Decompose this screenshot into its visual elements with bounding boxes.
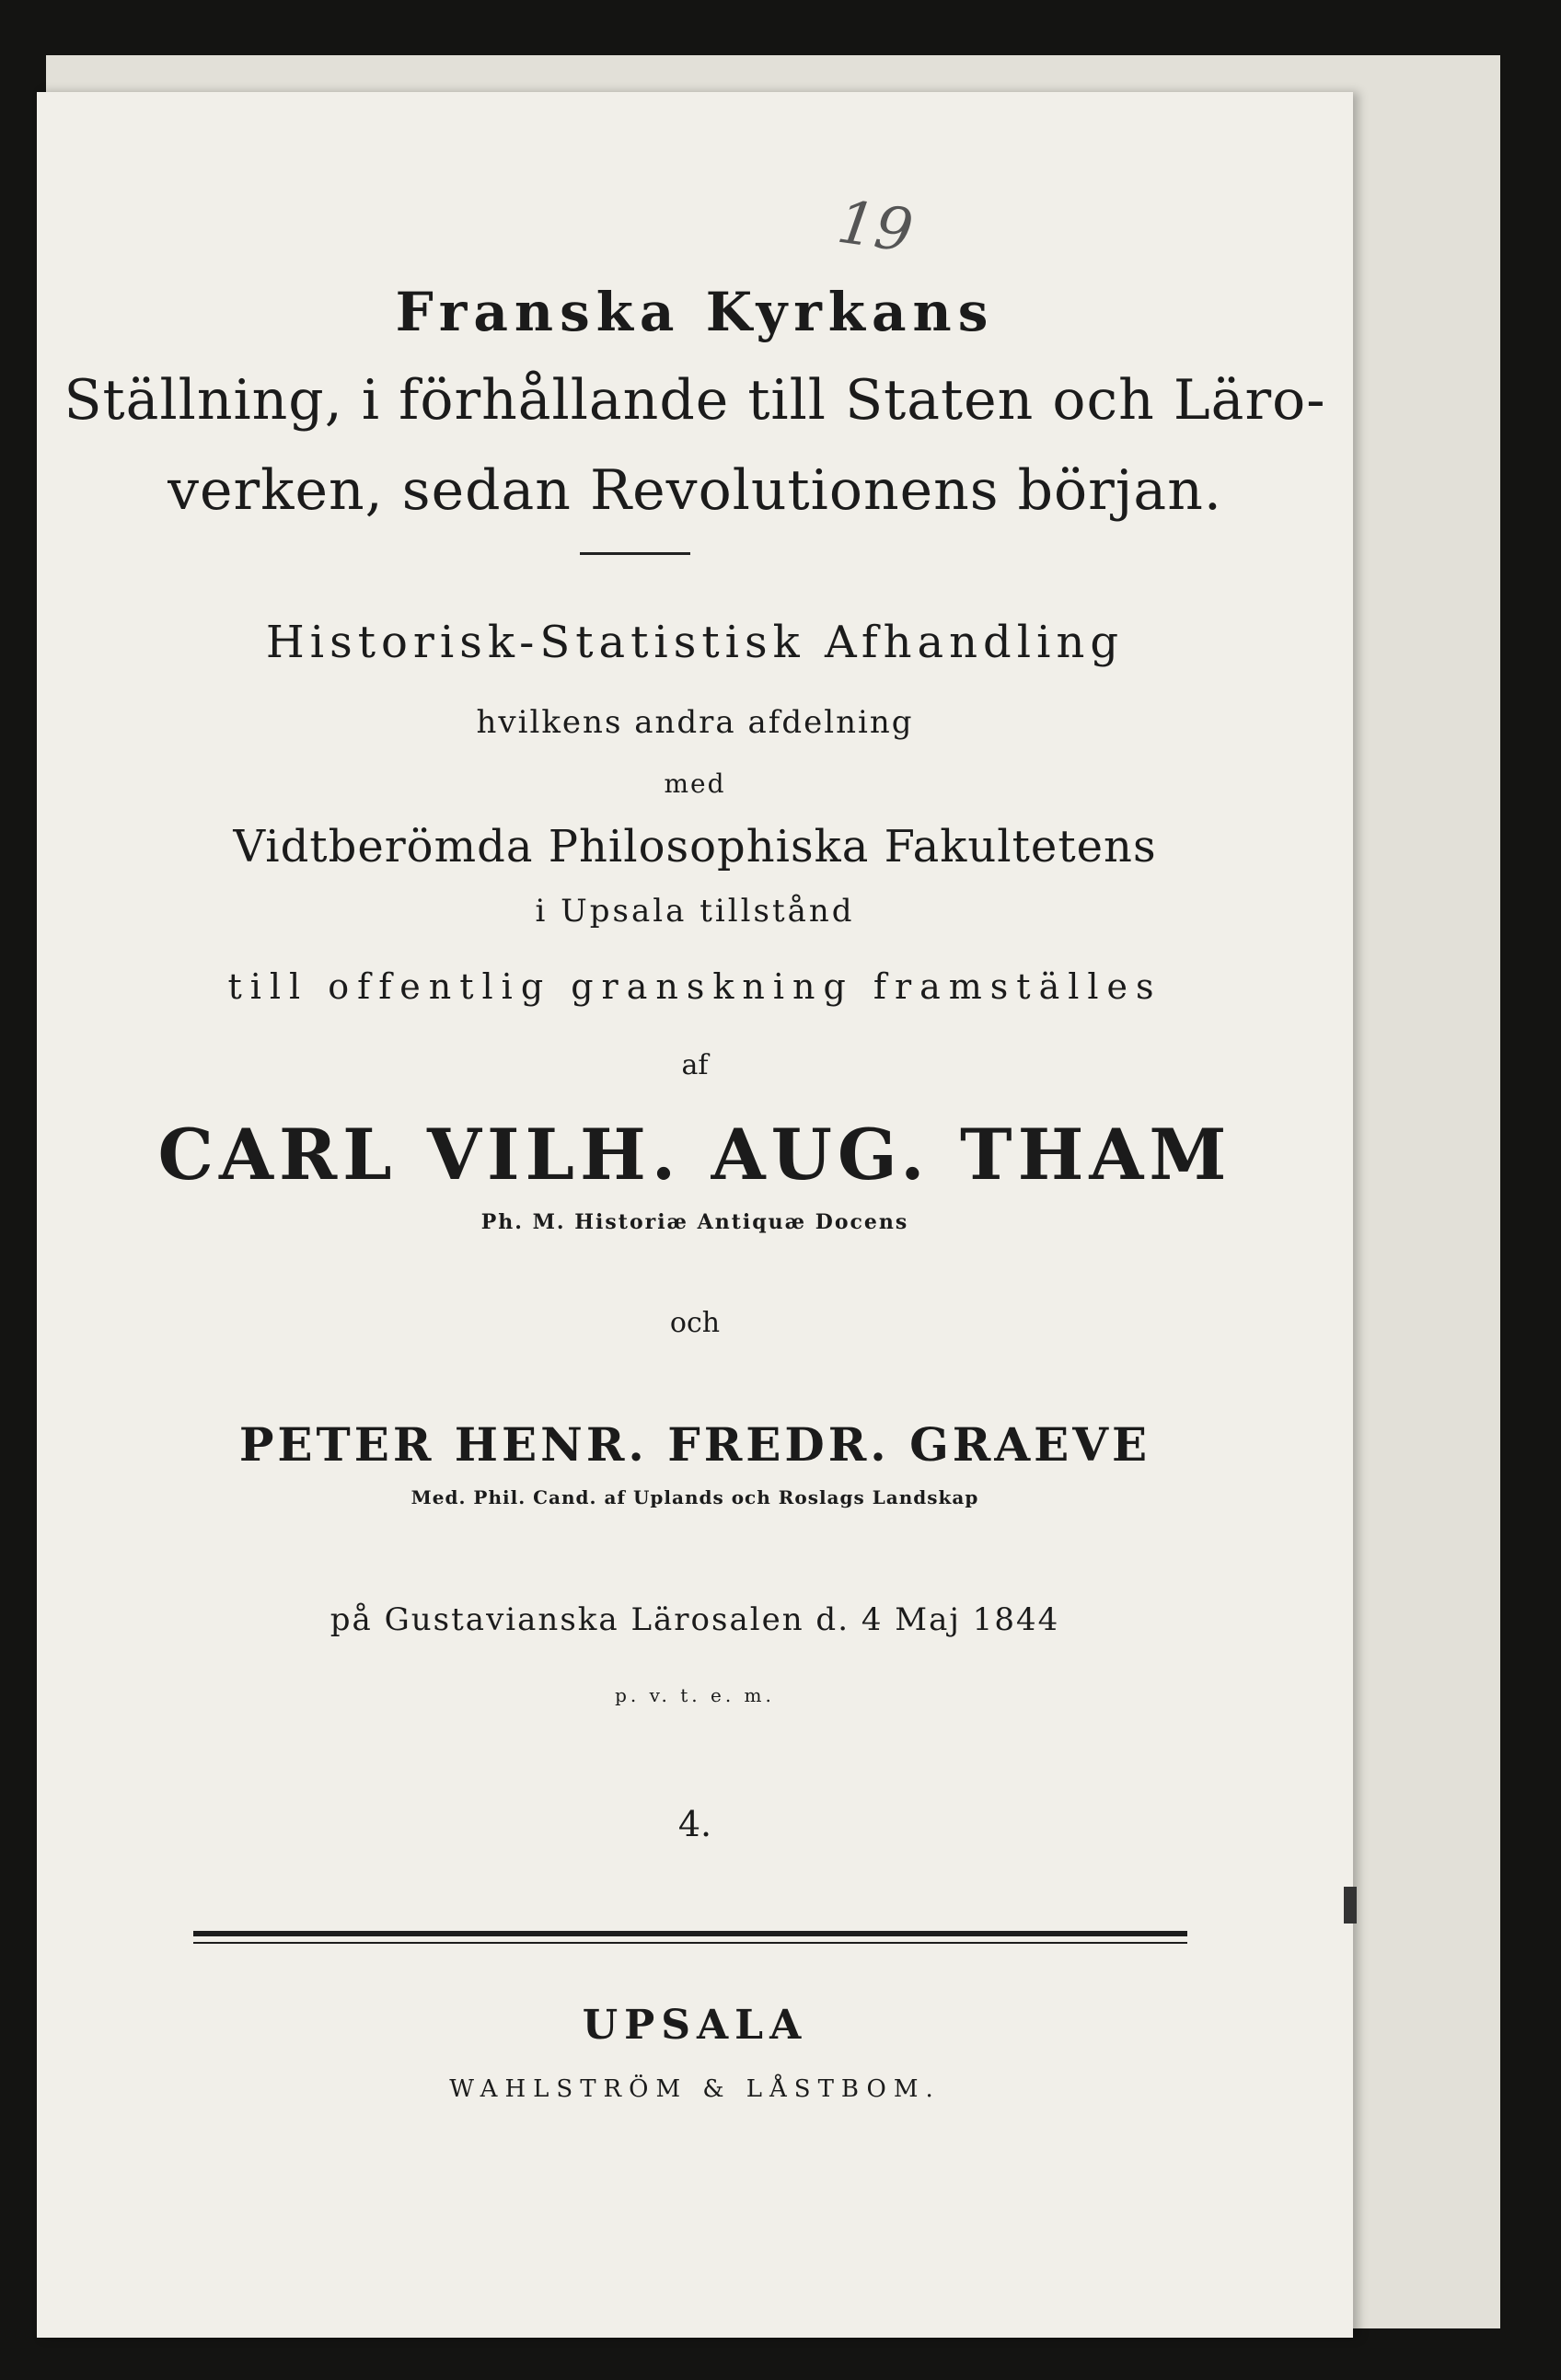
subtitle-line-7: af: [681, 1049, 709, 1081]
subtitle-line-2: hvilkens andra afdelning: [476, 704, 914, 741]
edge-mark: [1344, 1887, 1357, 1924]
abbreviation: p. v. t. e. m.: [615, 1684, 775, 1706]
author-2-degree: Med. Phil. Cand. af Uplands och Roslags Landskap: [410, 1486, 979, 1508]
divider-short: [580, 552, 690, 555]
conjunction: och: [669, 1307, 721, 1339]
part-number: 4.: [677, 1804, 712, 1844]
subtitle-line-6: till offentlig granskning framställes: [227, 966, 1162, 1007]
venue-date: på Gustavianska Lärosalen d. 4 Maj 1844: [330, 1601, 1060, 1638]
title-line-1: Franska Kyrkans: [395, 281, 995, 343]
author-2-name: PETER HENR. FREDR. GRAEVE: [238, 1417, 1151, 1472]
title-line-2: Ställning, i förhållande till Staten och Läro-: [64, 368, 1326, 433]
divider-thick: [193, 1931, 1187, 1936]
subtitle-line-1: Historisk-Statistisk Afhandling: [265, 617, 1125, 668]
title-line-3: verken, sedan Revolutionens början.: [168, 458, 1222, 523]
subtitle-line-5: i Upsala tillstånd: [535, 893, 855, 930]
author-1-degree: Ph. M. Historiæ Antiquæ Docens: [480, 1210, 909, 1234]
title-page: [37, 92, 1353, 2338]
subtitle-line-3: med: [664, 768, 726, 799]
subtitle-line-4: Vidtberömda Philosophiska Fakultetens: [233, 821, 1157, 872]
author-1-name: CARL VILH. AUG. THAM: [157, 1114, 1232, 1196]
handwritten-page-number: 19: [833, 188, 918, 267]
imprint-place: UPSALA: [582, 2002, 808, 2049]
imprint-printer: WAHLSTRÖM & LÅSTBOM.: [449, 2075, 941, 2103]
divider-thin: [193, 1942, 1187, 1944]
